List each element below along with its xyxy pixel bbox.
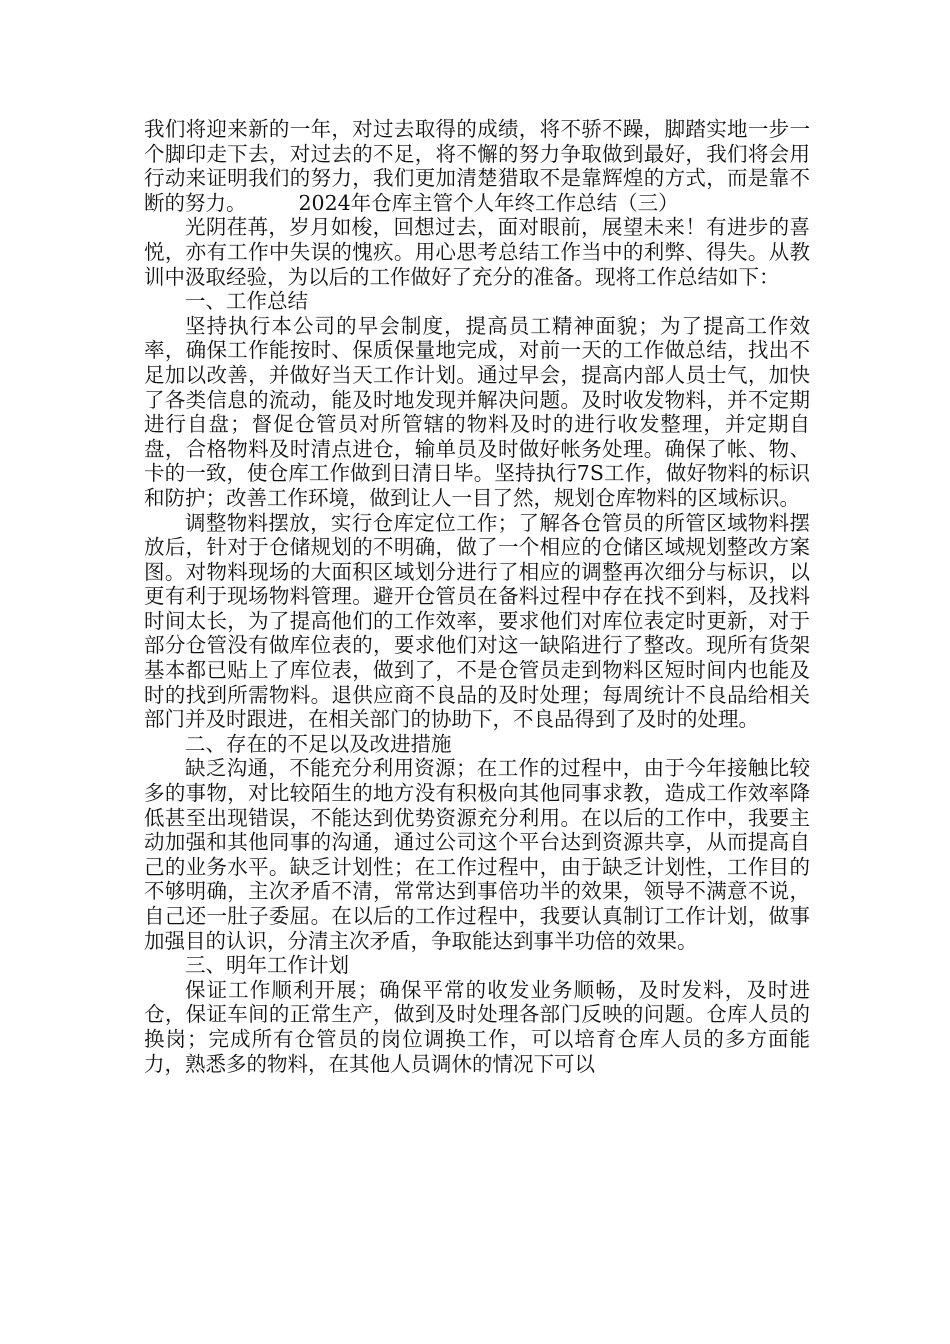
heading-work-summary: 一、工作总结 xyxy=(185,289,308,314)
paragraph-morning-meeting: 坚持执行本公司的早会制度，提高员工精神面貌；为了提高工作效率，确保工作能按时、保质保量地完成，对前一天的工作做总结，找出不足加以改善，并做好当天工作计划。通过早会，提高内部人员士气，加快了各类信息的流动，能及时地发现并解决问题。及时收发物料，并不定期进行自盘；督促仓管员对所管辖的物料及时的进行收发整理，并定期自盘，合格物料及时清点进仓，输单员及时做好帐务处理。确保了帐、物、卡的一致，使仓库工作做到日清日毕。坚持执行7S工作，做好物料的标识和防护；改善工作环境，做到让人一目了然，规划仓库物料的区域标识。 xyxy=(144,313,810,510)
opening-paragraph xyxy=(144,117,810,215)
paragraph-communication: 缺乏沟通，不能充分利用资源；在工作的过程中，由于今年接触比较多的事物，对比较陌生的地方没有积极向其他同事求教，造成工作效率降低甚至出现错误，不能达到优势资源充分利用。在以后的工作中，我要主动加强和其他同事的沟通，通过公司这个平台达到资源共享，从而提高自己的业务水平。缺乏计划性；在工作过程中，由于缺乏计划性，工作目的不够明确，主次矛盾不清，常常达到事倍功半的效果，领导不满意不说，自己还一肚子委屈。在以后的工作过程中，我要认真制订工作计划，做事加强目的认识，分清主次矛盾，争取能达到事半功倍的效果。 xyxy=(144,756,810,953)
heading-next-year-plan: 三、明年工作计划 xyxy=(185,953,349,978)
heading-shortcomings: 二、存在的不足以及改进措施 xyxy=(185,731,452,756)
intro-paragraph: 光阴荏苒，岁月如梭，回想过去，面对眼前，展望未来！有进步的喜悦，亦有工作中失误的愧疚。用心思考总结工作当中的利弊、得失。从教训中汲取经验，为以后的工作做好了充分的准备。现将工作总结如下： xyxy=(144,215,810,289)
section-title: 2024年仓库主管个人年终工作总结（三） xyxy=(298,190,679,215)
document-page xyxy=(144,117,810,1076)
paragraph-material-layout: 调整物料摆放，实行仓库定位工作；了解各仓管员的所管区域物料摆放后，针对于仓储规划的不明确，做了一个相应的仓储区域规划整改方案图。对物料现场的大面积区域划分进行了相应的调整再次细分与标识，以更有利于现场物料管理。避开仓管员在备料过程中存在找不到料，及找料时间太长，为了提高他们的工作效率，要求他们对库位表定时更新，对于部分仓管没有做库位表的，要求他们对这一缺陷进行了整改。现所有货架基本都已贴上了库位表，做到了，不是仓管员走到物料区短时间内也能及时的找到所需物料。退供应商不良品的及时处理；每周统计不良品给相关部门并及时跟进，在相关部门的协助下，不良品得到了及时的处理。 xyxy=(144,510,810,732)
opening-text: 我们将迎来新的一年，对过去取得的成绩，将不骄不躁，脚踏实地一步一个脚印走下去，对过去的不足，将不懈的努力争取做到最好，我们将会用行动来证明我们的努力，我们更加清楚猎取不是靠辉煌的方式，而是靠不断的努力。 xyxy=(144,117,810,215)
paragraph-plan: 保证工作顺利开展；确保平常的收发业务顺畅，及时发料，及时进仓，保证车间的正常生产，做到及时处理各部门反映的问题。仓库人员的换岗；完成所有仓管员的岗位调换工作，可以培育仓库人员的多方面能力，熟悉多的物料，在其他人员调休的情况下可以 xyxy=(144,977,810,1076)
